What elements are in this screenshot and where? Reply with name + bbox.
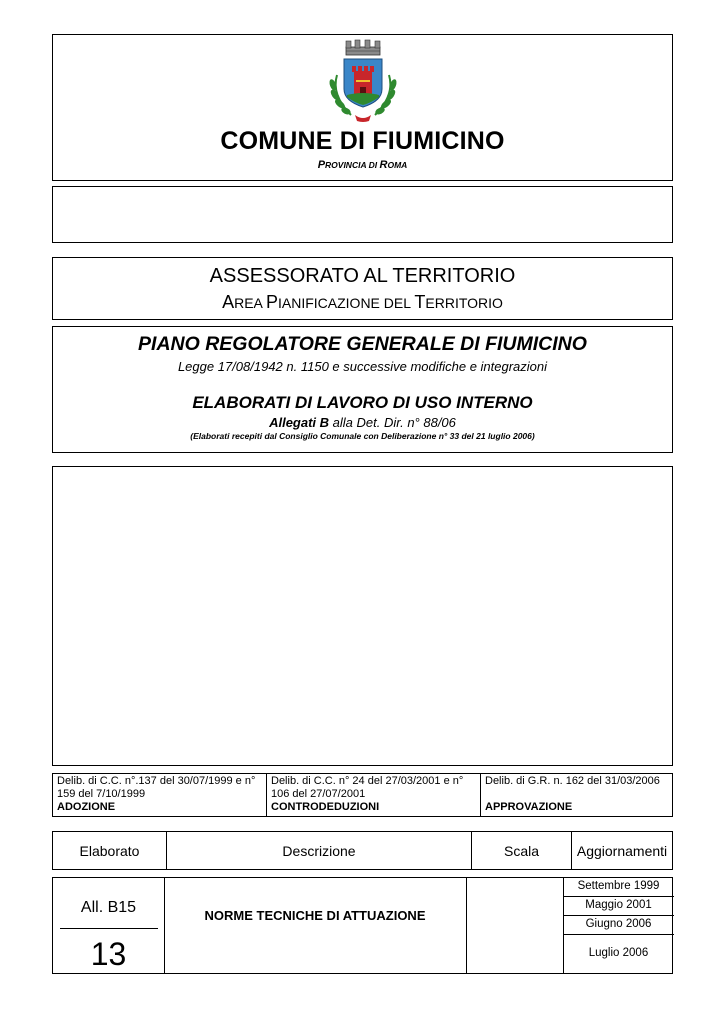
aggiornamento-date: Luglio 2006 xyxy=(588,947,649,959)
column-header-descrizione: Descrizione xyxy=(167,832,472,870)
provincia-subtitle: PROVINCIA DI ROMA xyxy=(317,159,408,171)
column-header-scala: Scala xyxy=(472,832,572,870)
piano-title: PIANO REGOLATORE GENERALE DI FIUMICINO xyxy=(138,333,587,355)
aggiornamento-date: Giugno 2006 xyxy=(585,918,652,930)
row-divider xyxy=(563,934,674,935)
row-divider xyxy=(563,896,674,897)
column-divider xyxy=(164,878,165,973)
delibera-cell-approvazione: Delib. di G.R. n. 162 del 31/03/2006 APPROVAZIONE xyxy=(481,774,673,817)
assessorato-box xyxy=(52,257,673,320)
column-header-aggiornamenti: Aggiornamenti xyxy=(572,832,673,870)
blank-box-large xyxy=(52,466,673,766)
recepiti-note: (Elaborati recepiti dal Consiglio Comunale con Deliberazione n° 33 del 21 luglio 2006) xyxy=(190,431,535,441)
comune-title: COMUNE DI FIUMICINO xyxy=(220,127,505,155)
blank-box-top xyxy=(52,186,673,243)
column-header-elaborato: Elaborato xyxy=(53,832,167,870)
coat-of-arms-emblem xyxy=(311,37,416,125)
delibera-status: APPROVAZIONE xyxy=(485,801,573,813)
column-divider xyxy=(466,878,467,973)
delibera-cell-adozione: Delib. di C.C. n°.137 del 30/07/1999 e n° 159 del 7/10/1999 ADOZIONE xyxy=(53,774,267,817)
elaborato-description: NORME TECNICHE DI ATTUAZIONE xyxy=(204,908,426,923)
assessorato-title: ASSESSORATO AL TERRITORIO xyxy=(209,265,516,287)
area-subtitle: AREA PIANIFICAZIONE DEL TERRITORIO xyxy=(222,292,503,312)
columns-header-table xyxy=(52,831,673,870)
delibera-status: ADOZIONE xyxy=(57,801,116,813)
delibere-table xyxy=(52,773,673,817)
header-box xyxy=(52,34,673,181)
aggiornamento-date: Maggio 2001 xyxy=(585,899,652,911)
delibera-status: CONTRODEDUZIONI xyxy=(271,801,380,813)
delibera-cell-controdeduzioni: Delib. di C.C. n° 24 del 27/03/2001 e n° 106 del 27/07/2001 CONTRODEDUZIONI xyxy=(267,774,481,817)
legge-reference: Legge 17/08/1942 n. 1150 e successive modifiche e integrazioni xyxy=(177,359,548,374)
elaborato-details-box xyxy=(52,877,673,974)
allegato-separator xyxy=(60,928,158,929)
piano-box xyxy=(52,326,673,453)
allegati-line: Allegati B alla Det. Dir. n° 88/06 xyxy=(269,415,456,430)
elaborati-heading: ELABORATI DI LAVORO DI USO INTERNO xyxy=(192,393,533,412)
allegato-code: All. B15 xyxy=(80,899,137,916)
aggiornamento-date: Settembre 1999 xyxy=(577,880,660,892)
row-divider xyxy=(563,915,674,916)
elaborato-number: 13 xyxy=(90,936,127,972)
